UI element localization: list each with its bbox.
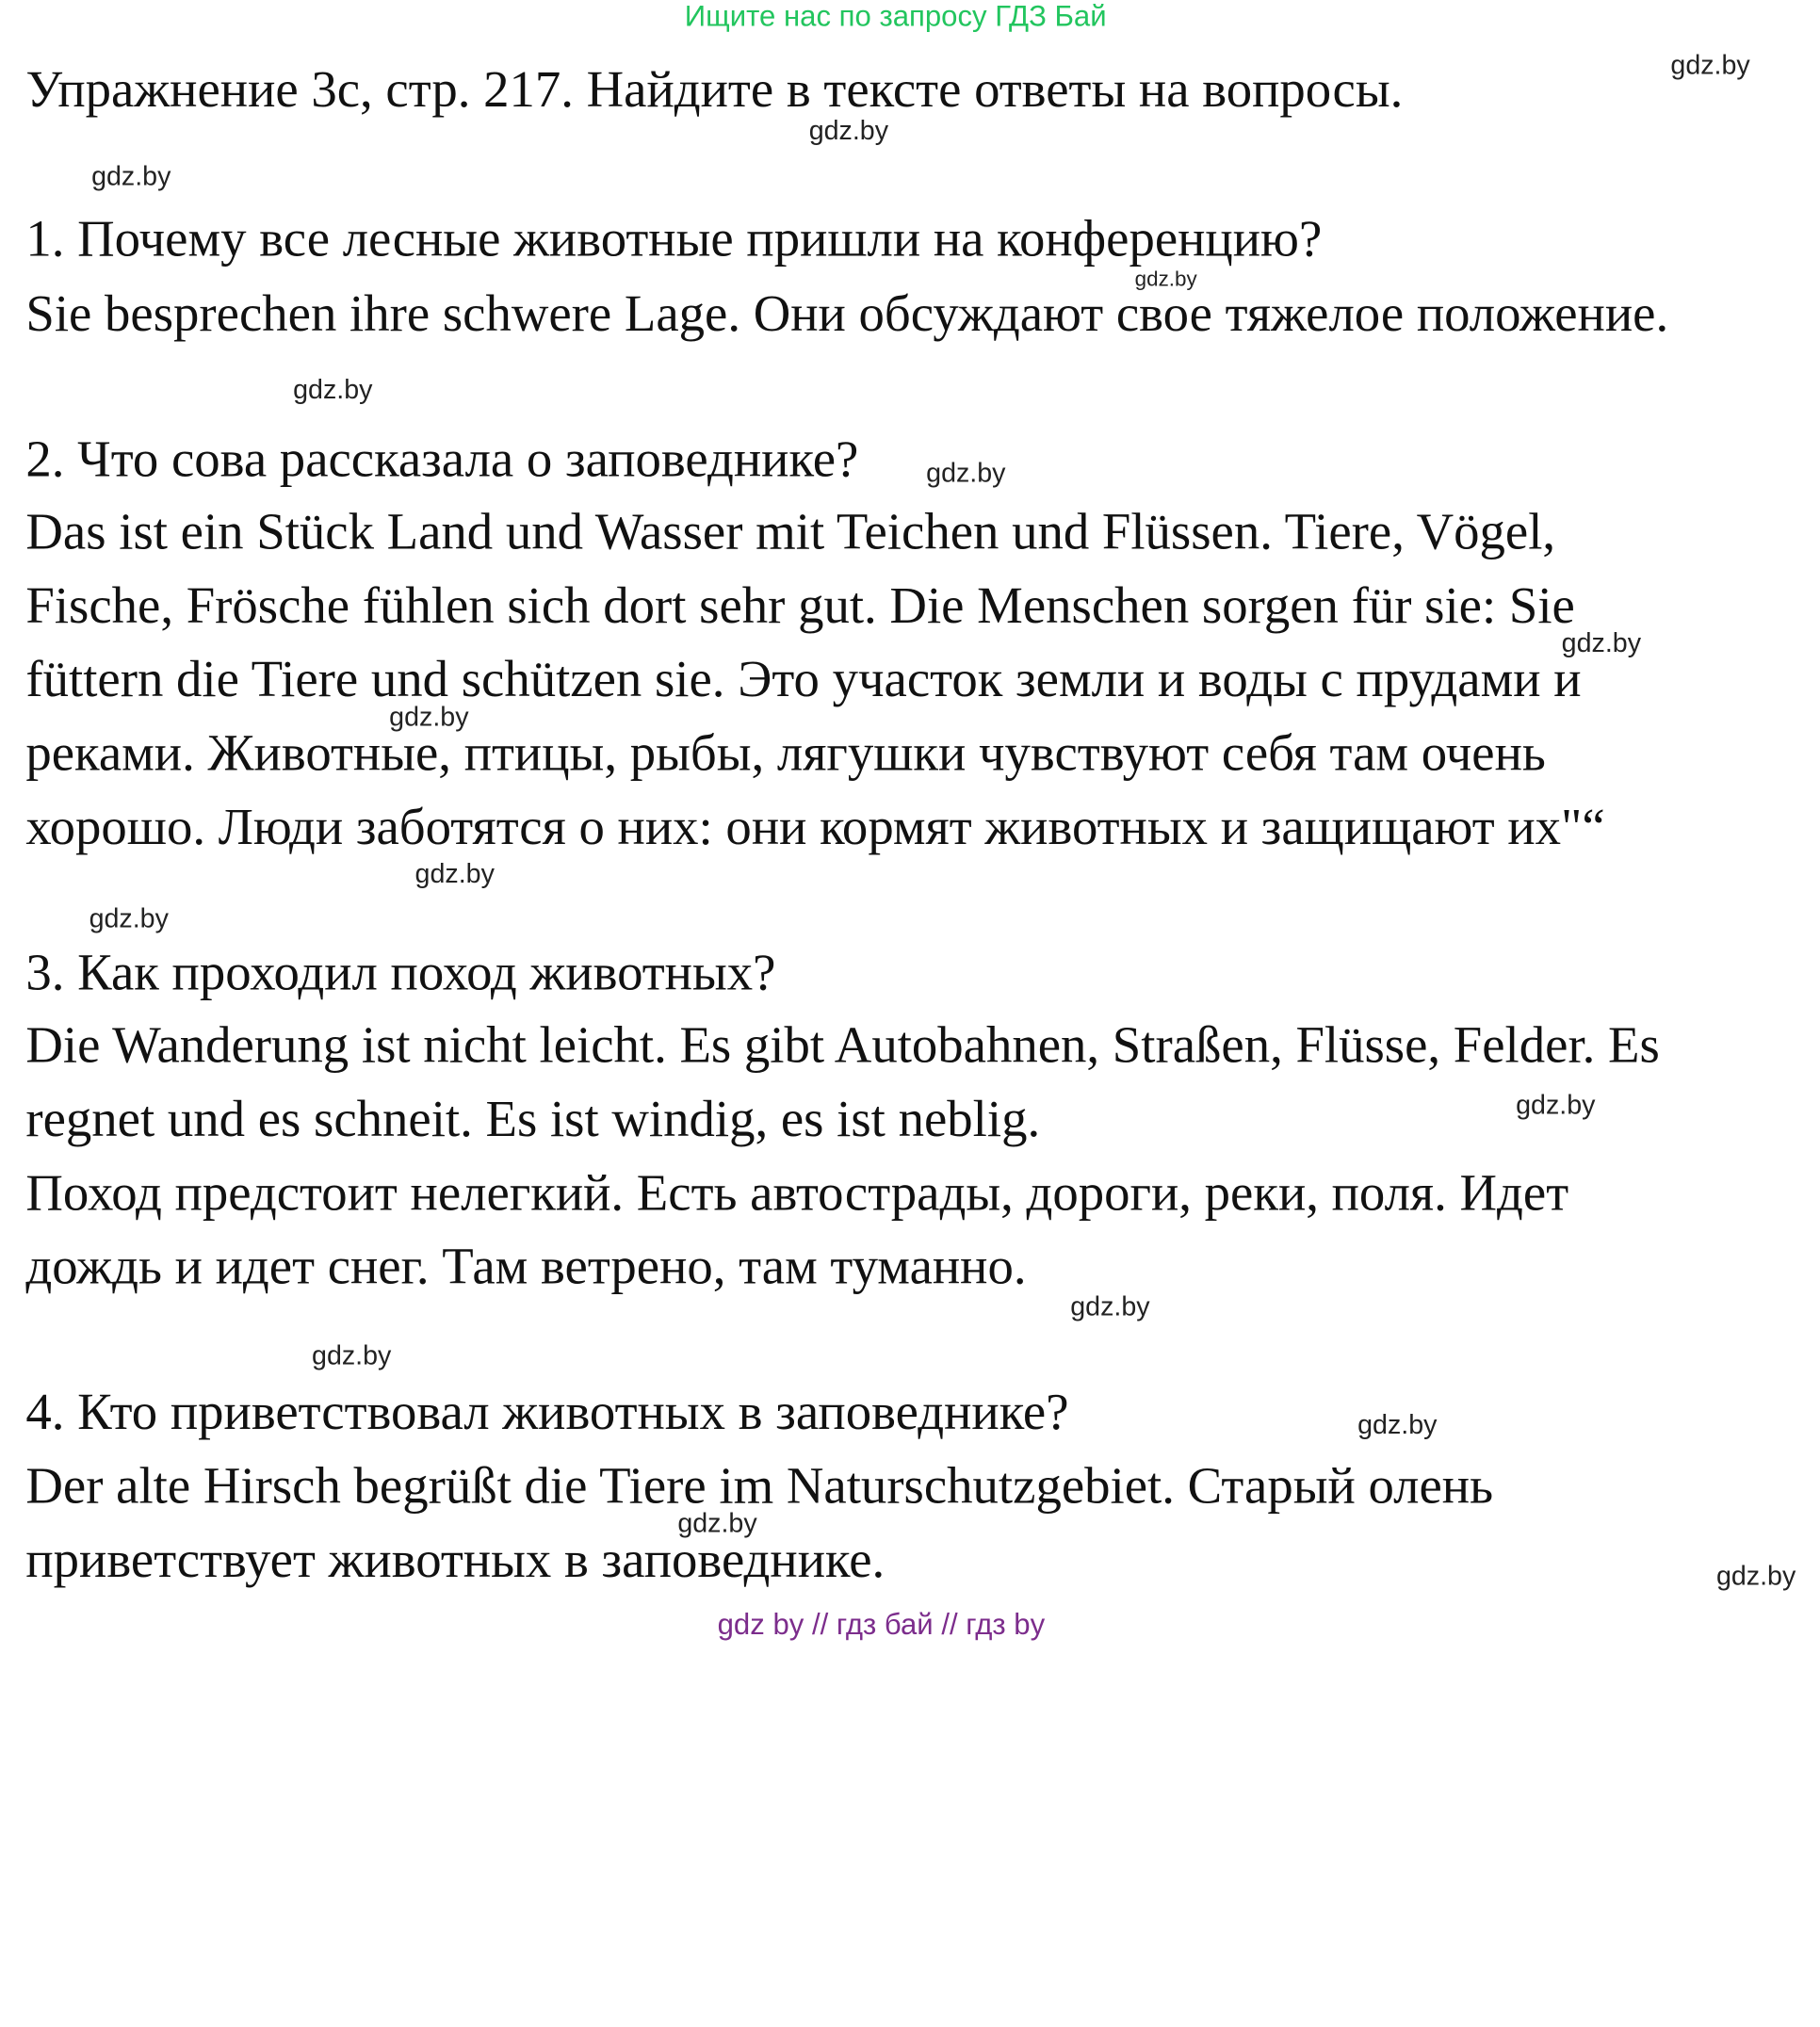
watermark: gdz.by	[91, 160, 171, 191]
search-banner: Ищите нас по запросу ГДЗ Бай	[684, 0, 1107, 33]
answer-2-line-4: реками. Животные, птицы, рыбы, лягушки чувствуют себя там очень	[25, 724, 1546, 783]
question-1: 1. Почему все лесные животные пришли на конференцию?	[25, 209, 1323, 268]
answer-2-line-5: хорошо. Люди заботятся о них: они кормят животных и защищают их"“	[25, 798, 1605, 856]
watermark: gdz.by	[1561, 626, 1642, 658]
watermark: gdz.by	[89, 902, 169, 933]
watermark: gdz.by	[1070, 1290, 1150, 1322]
watermark: gdz.by	[808, 114, 889, 146]
watermark: gdz.by	[926, 457, 1006, 488]
answer-4-line-1: Der alte Hirsch begrüßt die Tiere im Naturschutzgebiet. Старый олень	[25, 1456, 1494, 1515]
answer-2-line-1: Das ist ein Stück Land und Wasser mit Teichen und Flüssen. Tiere, Vögel,	[25, 502, 1556, 560]
footer-links: gdz by // гдз бай // гдз by	[717, 1608, 1046, 1642]
watermark: gdz.by	[1670, 49, 1750, 80]
answer-3-line-3: Поход предстоит нелегкий. Есть автострады, дороги, реки, поля. Идет	[25, 1163, 1569, 1222]
answer-4-line-2: приветствует животных в заповеднике.	[25, 1531, 886, 1589]
question-3: 3. Как проходил поход животных?	[25, 943, 776, 1001]
question-2: 2. Что сова рассказала о заповеднике?	[25, 430, 859, 488]
watermark: gdz.by	[1516, 1089, 1596, 1120]
watermark: gdz.by	[293, 373, 373, 405]
watermark: gdz.by	[312, 1339, 392, 1370]
watermark: gdz.by	[414, 857, 495, 889]
watermark: gdz.by	[677, 1507, 757, 1538]
answer-3-line-4: дождь и идет снег. Там ветрено, там туманно.	[25, 1238, 1027, 1296]
answer-1-line-1: Sie besprechen ihre schwere Lage. Они обсуждают свое тяжелое положение.	[25, 284, 1669, 343]
answer-2-line-3: füttern die Tiere und schützen sie. Это участок земли и воды с прудами и	[25, 650, 1582, 708]
question-4: 4. Кто приветствовал животных в заповеднике?	[25, 1383, 1069, 1441]
watermark: gdz.by	[1134, 267, 1197, 291]
exercise-title: Упражнение 3с, стр. 217. Найдите в тексте ответы на вопросы.	[25, 60, 1404, 119]
watermark: gdz.by	[1357, 1408, 1438, 1440]
answer-3-line-2: regnet und es schneit. Es ist windig, es ist neblig.	[25, 1090, 1041, 1148]
watermark: gdz.by	[389, 701, 469, 732]
answer-2-line-2: Fische, Frösche fühlen sich dort sehr gut. Die Menschen sorgen für sie: Sie	[25, 576, 1575, 635]
watermark: gdz.by	[1715, 1560, 1796, 1591]
answer-3-line-1: Die Wanderung ist nicht leicht. Es gibt Autobahnen, Straßen, Flüsse, Felder. Es	[25, 1015, 1660, 1074]
